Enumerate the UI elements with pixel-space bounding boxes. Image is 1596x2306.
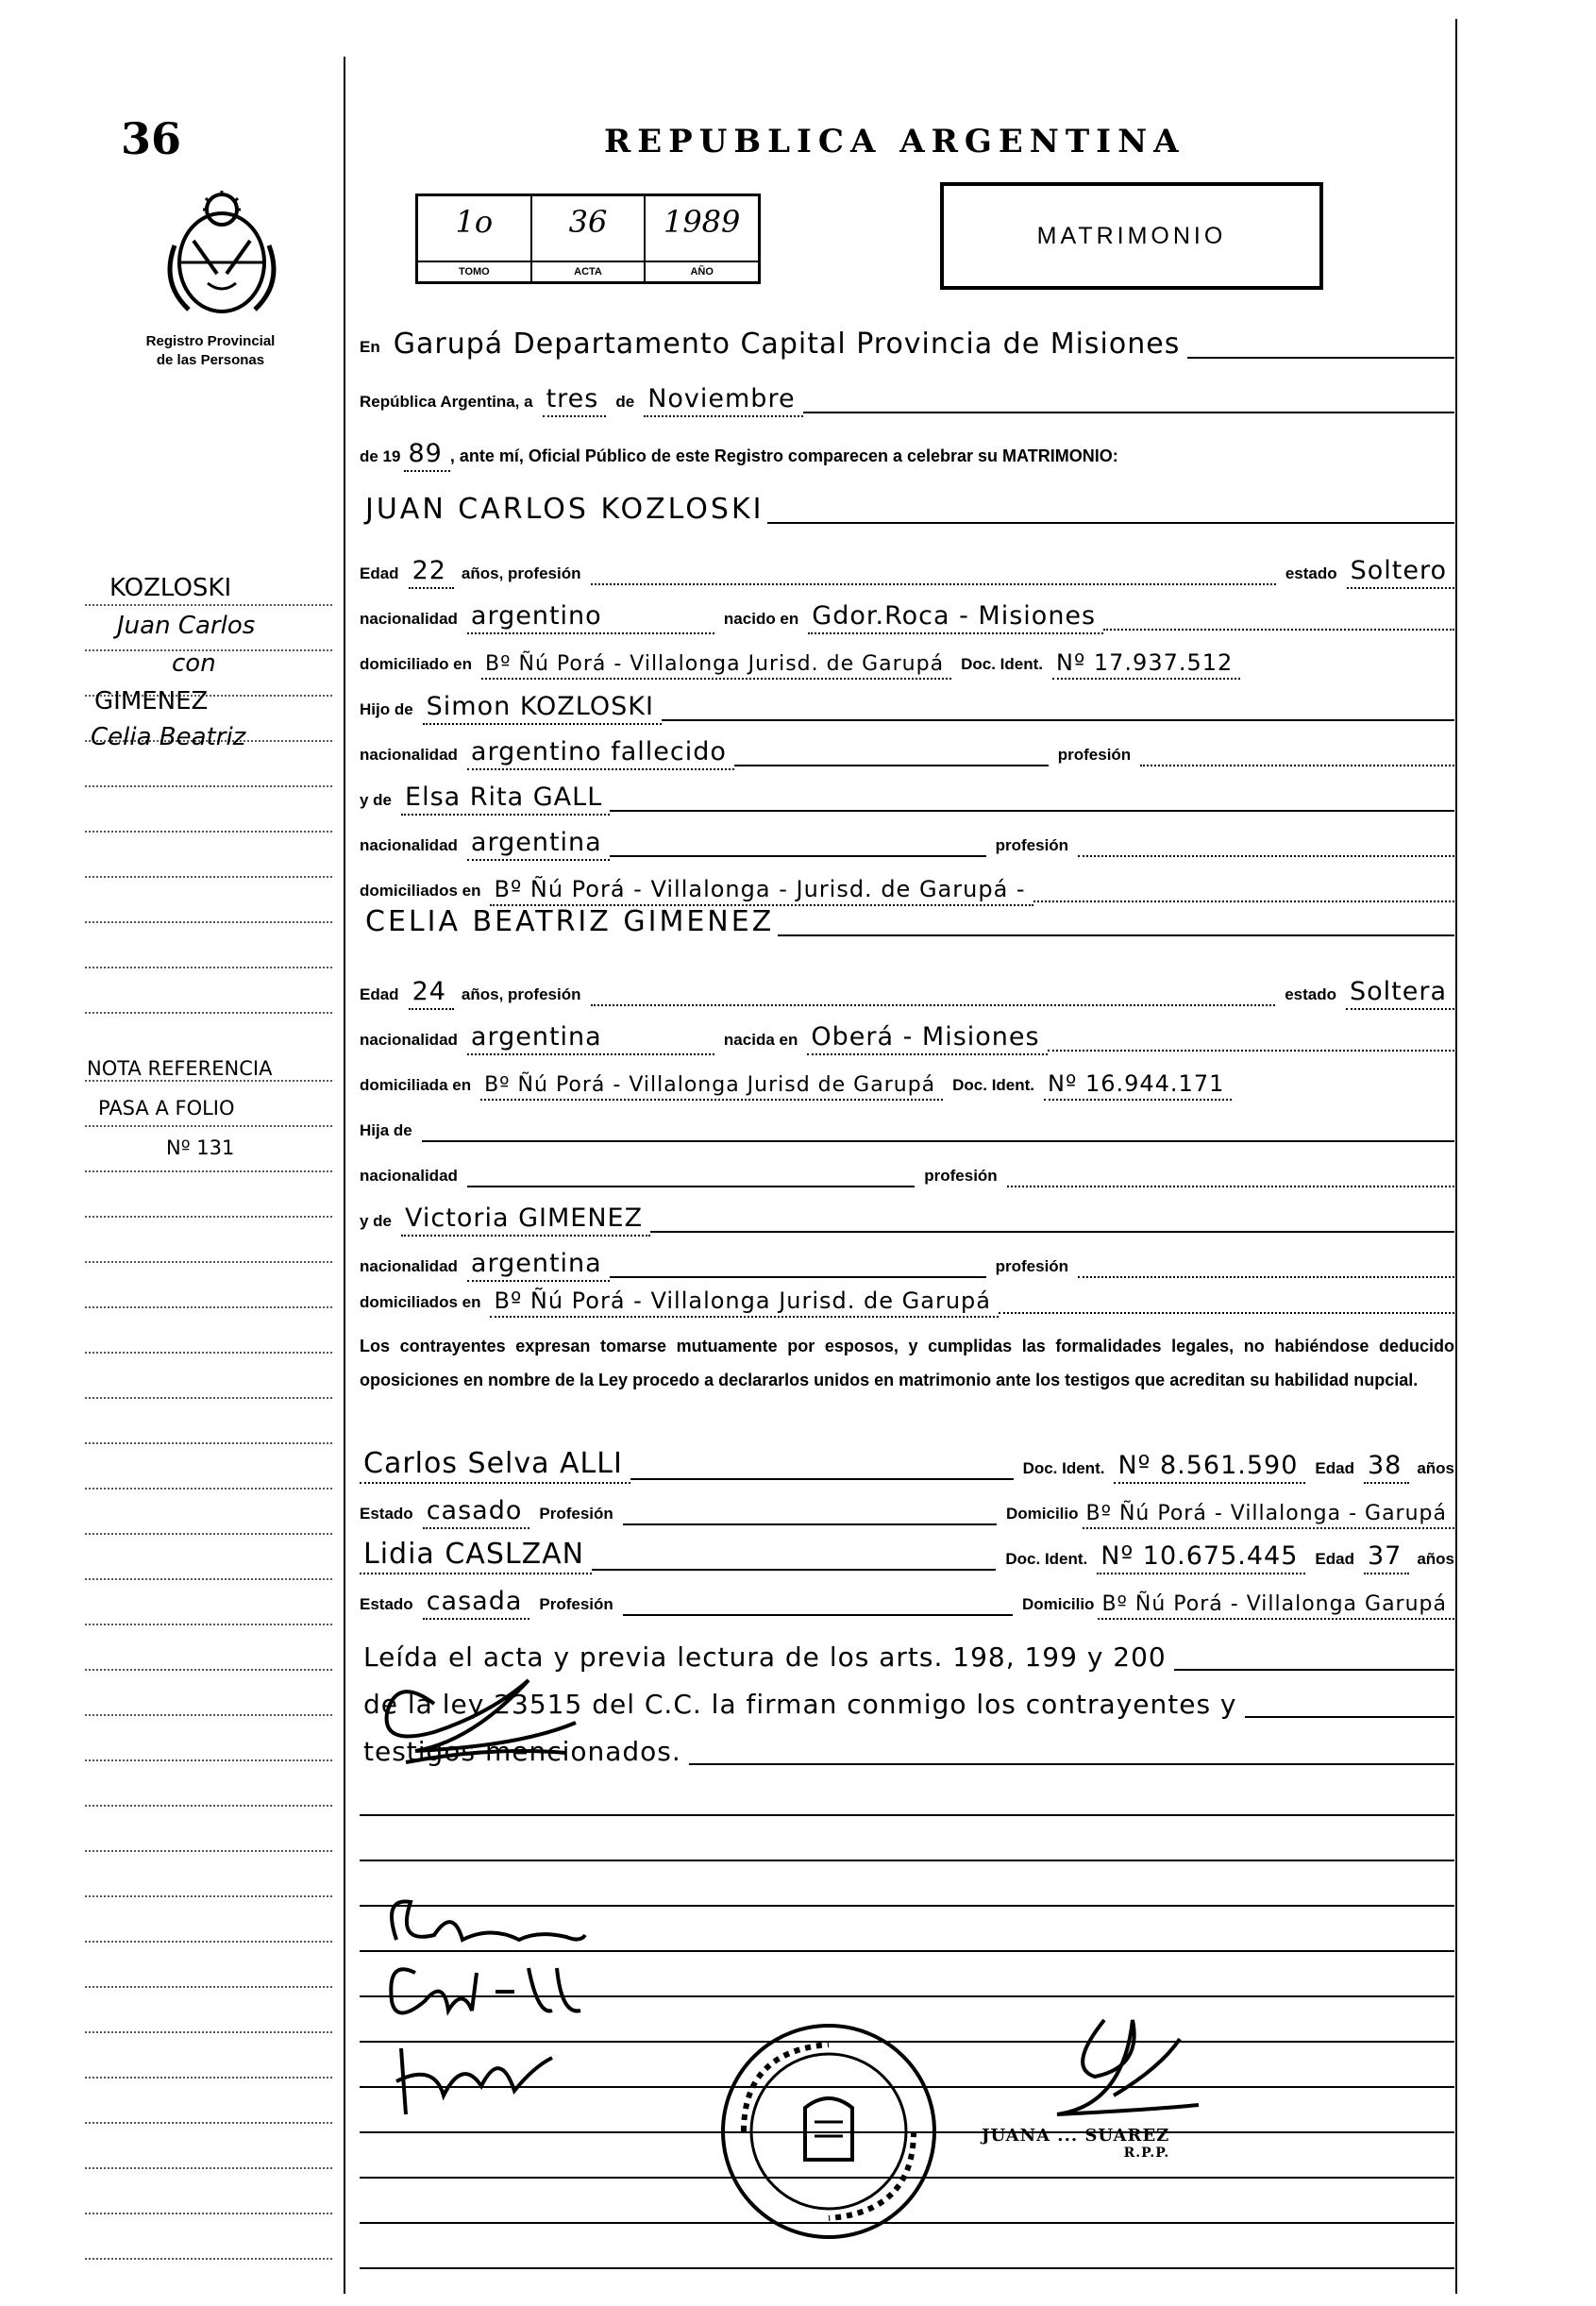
groom-profession	[591, 583, 1276, 585]
nacionalidad-label: nacionalidad	[360, 1031, 458, 1049]
groom-parents-address: Bº Ñú Porá - Villalonga - Jurisd. de Garupá -	[490, 876, 1033, 906]
nacionalidad-label: nacionalidad	[360, 1257, 458, 1275]
margin-line	[85, 1669, 332, 1671]
marriage-place: Garupá Departamento Capital Provincia de Misiones	[393, 328, 1181, 361]
registry-name	[102, 332, 319, 370]
nacida-label: nacida en	[723, 1031, 798, 1049]
nacionalidad-label: nacionalidad	[360, 836, 458, 854]
official-seal-icon	[715, 2018, 942, 2245]
document-title: REPUBLICA ARGENTINA	[604, 123, 1185, 160]
margin-line	[85, 2167, 332, 2169]
ano-cell	[646, 196, 758, 281]
bride-name-row	[360, 905, 1454, 940]
margin-line	[85, 1805, 332, 1807]
margin-line	[85, 921, 332, 923]
groom-name: JUAN CARLOS KOZLOSKI	[365, 493, 764, 526]
tomo-label: TOMO	[418, 261, 530, 281]
ano-label: AÑO	[646, 261, 758, 281]
doc-label: Doc. Ident.	[1022, 1459, 1105, 1477]
bride-address: Bº Ñú Porá - Villalonga Jurisd de Garupá	[480, 1073, 943, 1101]
margin-line	[85, 2213, 332, 2214]
margin-line	[85, 1533, 332, 1535]
intro-statement: , ante mí, Oficial Público de este Registro comparecen a celebrar su MATRIMONIO:	[449, 446, 1118, 465]
registry-line1: Registro Provincial	[145, 333, 276, 349]
acta-value: 36	[568, 204, 608, 240]
signature-icon	[1038, 2001, 1208, 2133]
intro-place-row	[360, 330, 1454, 362]
nacido-label: nacido en	[723, 610, 799, 628]
margin-line	[85, 1261, 332, 1263]
domiciliados-label: domiciliados en	[360, 1293, 481, 1311]
margin-given-1: Juan Carlos	[117, 612, 256, 640]
estado-label: estado	[1285, 985, 1336, 1003]
closing-line-1: Leída el acta y previa lectura de los arts. 198, 199 y 200	[363, 1641, 1167, 1673]
margin-rule	[344, 57, 345, 2294]
profesion-label: profesión	[995, 1257, 1069, 1275]
margin-line	[85, 1488, 332, 1490]
margin-line	[85, 967, 332, 968]
margin-line	[85, 1216, 332, 1218]
witness1-name: Carlos Selva ALLI	[360, 1447, 630, 1484]
margin-line	[85, 1578, 332, 1580]
bride-age-row	[360, 978, 1454, 1010]
doc-label: Doc. Ident.	[1005, 1550, 1088, 1568]
margin-line	[85, 1080, 332, 1082]
fill-line	[1245, 1716, 1455, 1718]
year-prefix: de 19	[360, 447, 401, 465]
marriage-month: Noviembre	[644, 384, 802, 417]
groom-name-row	[360, 493, 1454, 528]
anos-label: años, profesión	[461, 564, 581, 582]
margin-line	[85, 1170, 332, 1172]
tomo-value: 1o	[455, 204, 494, 240]
witness1-status: casado	[423, 1496, 530, 1529]
fill-line	[623, 1523, 997, 1525]
fill-line	[767, 522, 1454, 524]
margin-surname-1: KOZLOSKI	[109, 574, 232, 602]
domiciliado-label: domiciliado en	[360, 655, 473, 673]
profesion-label: Profesión	[539, 1505, 613, 1523]
margin-nota-3: Nº 131	[166, 1136, 235, 1159]
witness1-address: Bº Ñú Porá - Villalonga - Garupá	[1083, 1502, 1454, 1529]
bride-parents-address: Bº Ñú Porá - Villalonga Jurisd. de Garupá	[490, 1288, 999, 1318]
bride-nationality: argentina	[467, 1022, 714, 1055]
ruled-line	[360, 1860, 1454, 1861]
domicilio-label: Domicilio	[1021, 1595, 1095, 1613]
coat-of-arms-icon	[151, 189, 293, 321]
witness1-row	[360, 1447, 1454, 1484]
acta-cell	[532, 196, 647, 281]
fill-line	[623, 1614, 1013, 1616]
intro-date-row	[360, 385, 1454, 417]
groom-address-row	[360, 648, 1454, 680]
groom-nationality-row	[360, 602, 1454, 634]
fill-line	[689, 1763, 1454, 1765]
margin-line	[85, 2031, 332, 2033]
y-de-label: y de	[360, 791, 393, 809]
fill-line	[610, 810, 1454, 812]
bride-mother-nationality: argentina	[467, 1249, 610, 1282]
doc-label: Doc. Ident.	[952, 1076, 1035, 1094]
closing-line-3: testigos mencionados.	[363, 1736, 681, 1767]
profesion-label: Profesión	[539, 1595, 613, 1613]
witness2-name: Lidia CASLZAN	[360, 1538, 592, 1574]
groom-age: 22	[409, 556, 454, 589]
margin-line	[85, 1397, 332, 1399]
anos-label: años	[1417, 1550, 1454, 1568]
tomo-cell	[418, 196, 532, 281]
nacionalidad-label: nacionalidad	[360, 746, 458, 764]
de-label: de	[615, 393, 635, 411]
fill-line	[630, 1478, 1014, 1480]
witness2-status: casada	[423, 1587, 530, 1620]
right-edge-rule	[1455, 19, 1457, 2294]
fill-line	[591, 1004, 1276, 1006]
anos-label: años	[1417, 1459, 1454, 1477]
bride-father-nat-row	[360, 1159, 1454, 1191]
profesion-label: profesión	[995, 836, 1069, 854]
groom-father: Simon KOZLOSKI	[423, 692, 662, 725]
edad-label: Edad	[360, 564, 399, 582]
witness2-address: Bº Ñú Porá - Villalonga Garupá	[1098, 1592, 1454, 1620]
groom-mother-nationality: argentina	[467, 828, 610, 861]
margin-line	[85, 2122, 332, 2124]
republic-label: República Argentina, a	[360, 393, 533, 411]
official-title: R.P.P.	[1123, 2146, 1170, 2161]
groom-father-nationality: argentino fallecido	[467, 737, 734, 770]
fill-line	[1078, 855, 1454, 857]
fill-line	[592, 1569, 996, 1571]
margin-line	[85, 1714, 332, 1716]
margin-line	[85, 1012, 332, 1014]
edad-label: Edad	[1315, 1459, 1354, 1477]
margin-line	[85, 1941, 332, 1943]
signature-icon	[378, 1657, 585, 1770]
bride-marital-status: Soltera	[1346, 977, 1454, 1010]
fill-line	[1140, 765, 1454, 766]
nacionalidad-label: nacionalidad	[360, 610, 458, 628]
witness1-doc: Nº 8.561.590	[1114, 1451, 1305, 1484]
fill-line	[778, 934, 1454, 936]
hija-label: Hija de	[360, 1121, 412, 1139]
groom-mother-nat-row	[360, 829, 1454, 861]
margin-surname-2: GIMENEZ	[94, 687, 209, 715]
groom-nationality: argentino	[467, 601, 714, 634]
nacionalidad-label: nacionalidad	[360, 1167, 458, 1185]
registry-line2: de las Personas	[156, 352, 265, 368]
margin-nota-1: NOTA REFERENCIA	[87, 1057, 273, 1080]
groom-mother: Elsa Rita GALL	[401, 783, 610, 816]
bride-mother-row	[360, 1204, 1454, 1237]
profesion-label: profesión	[924, 1167, 998, 1185]
doc-label: Doc. Ident.	[961, 655, 1043, 673]
margin-line	[85, 1352, 332, 1354]
margin-line	[85, 1895, 332, 1897]
domicilio-label: Domicilio	[1006, 1505, 1079, 1523]
reference-table	[415, 194, 761, 284]
margin-nota-2: PASA A FOLIO	[98, 1097, 235, 1119]
fill-line	[610, 855, 986, 857]
ano-value: 1989	[663, 204, 741, 240]
margin-line	[85, 2077, 332, 2079]
bride-mother-nat-row	[360, 1250, 1454, 1282]
domiciliada-label: domiciliada en	[360, 1076, 472, 1094]
y-de-label: y de	[360, 1212, 393, 1230]
witness2-row	[360, 1538, 1454, 1574]
groom-address: Bº Ñú Porá - Villalonga Jurisd. de Garupá	[481, 652, 951, 680]
document-type-box: MATRIMONIO	[940, 182, 1323, 290]
groom-age-row	[360, 557, 1454, 589]
acta-label: ACTA	[532, 261, 645, 281]
bride-parents-address-row	[360, 1286, 1454, 1318]
fill-line	[1103, 629, 1454, 631]
groom-father-row	[360, 693, 1454, 725]
estado-label: Estado	[360, 1505, 413, 1523]
edad-label: Edad	[360, 985, 399, 1003]
fill-line	[610, 1276, 986, 1278]
margin-line	[85, 1759, 332, 1761]
witness1-details-row	[360, 1497, 1454, 1529]
signature-icon	[378, 2029, 566, 2124]
fill-line	[662, 719, 1454, 721]
fill-line	[467, 1186, 915, 1187]
domiciliados-label: domiciliados en	[360, 882, 481, 900]
margin-line	[85, 1442, 332, 1444]
witness2-doc: Nº 10.675.445	[1097, 1541, 1305, 1574]
fill-line	[1187, 357, 1454, 359]
fill-line	[734, 765, 1049, 766]
estado-label: estado	[1285, 564, 1337, 582]
ruled-line	[360, 2267, 1454, 2269]
margin-line	[85, 785, 332, 787]
margin-line	[85, 1624, 332, 1625]
intro-year-row	[360, 440, 1454, 472]
witness2-age: 37	[1364, 1541, 1409, 1574]
bride-address-row	[360, 1069, 1454, 1101]
edad-label: Edad	[1315, 1550, 1354, 1568]
official-name: JUANA ... SUAREZ	[982, 2126, 1170, 2146]
marriage-day: tres	[543, 384, 607, 417]
groom-marital-status: Soltero	[1347, 556, 1454, 589]
bride-age: 24	[409, 977, 454, 1010]
groom-doc: Nº 17.937.512	[1052, 649, 1240, 680]
bride-doc: Nº 16.944.171	[1044, 1070, 1232, 1101]
fill-line	[422, 1140, 1454, 1142]
ruled-line	[360, 1814, 1454, 1816]
fill-line	[1078, 1276, 1454, 1278]
bride-father-row	[360, 1114, 1454, 1146]
groom-mother-row	[360, 783, 1454, 816]
witness2-details-row	[360, 1588, 1454, 1620]
fill-line	[1174, 1669, 1454, 1671]
fill-line	[803, 412, 1454, 413]
margin-given-2: Celia Beatriz	[91, 723, 246, 751]
hijo-label: Hijo de	[360, 700, 413, 718]
margin-line	[85, 1850, 332, 1852]
bride-nationality-row	[360, 1023, 1454, 1055]
margin-line	[85, 1986, 332, 1988]
margin-line	[85, 604, 332, 606]
groom-parents-address-row	[360, 874, 1454, 906]
en-label: En	[360, 338, 380, 356]
formalities-text: Los contrayentes expresan tomarse mutuamente por esposos, y cumplidas las formalidades legales, no habiéndose deducido oposiciones en nombre de la Ley procedo a declararlos unidos en matrimonio ante los testigos que acreditan su habilidad nupcial.	[360, 1337, 1454, 1389]
margin-con: con	[172, 649, 216, 678]
anos-label: años, profesión	[461, 985, 581, 1003]
bride-name: CELIA BEATRIZ GIMENEZ	[365, 905, 775, 938]
fill-line	[1048, 1050, 1454, 1052]
groom-father-nat-row	[360, 738, 1454, 770]
margin-line	[85, 831, 332, 833]
estado-label: Estado	[360, 1595, 413, 1613]
profesion-label: profesión	[1057, 746, 1132, 764]
margin-line	[85, 876, 332, 878]
witness1-age: 38	[1364, 1451, 1409, 1484]
margin-line	[85, 1125, 332, 1127]
groom-birthplace: Gdor.Roca - Misiones	[808, 601, 1103, 634]
page-number: 36	[121, 113, 182, 164]
fill-line	[650, 1231, 1454, 1233]
closing-line-2: de la ley 23515 del C.C. la firman conmigo los contrayentes y	[363, 1689, 1237, 1720]
fill-line	[1033, 901, 1454, 902]
marriage-year: 89	[404, 439, 449, 472]
margin-line	[85, 2258, 332, 2260]
fill-line	[1007, 1186, 1454, 1187]
signature-icon	[378, 1944, 595, 2039]
fill-line	[999, 1312, 1454, 1314]
bride-birthplace: Oberá - Misiones	[807, 1022, 1047, 1055]
margin-line	[85, 1306, 332, 1308]
official-name-block	[982, 2126, 1169, 2161]
bride-mother: Victoria GIMENEZ	[401, 1203, 650, 1237]
